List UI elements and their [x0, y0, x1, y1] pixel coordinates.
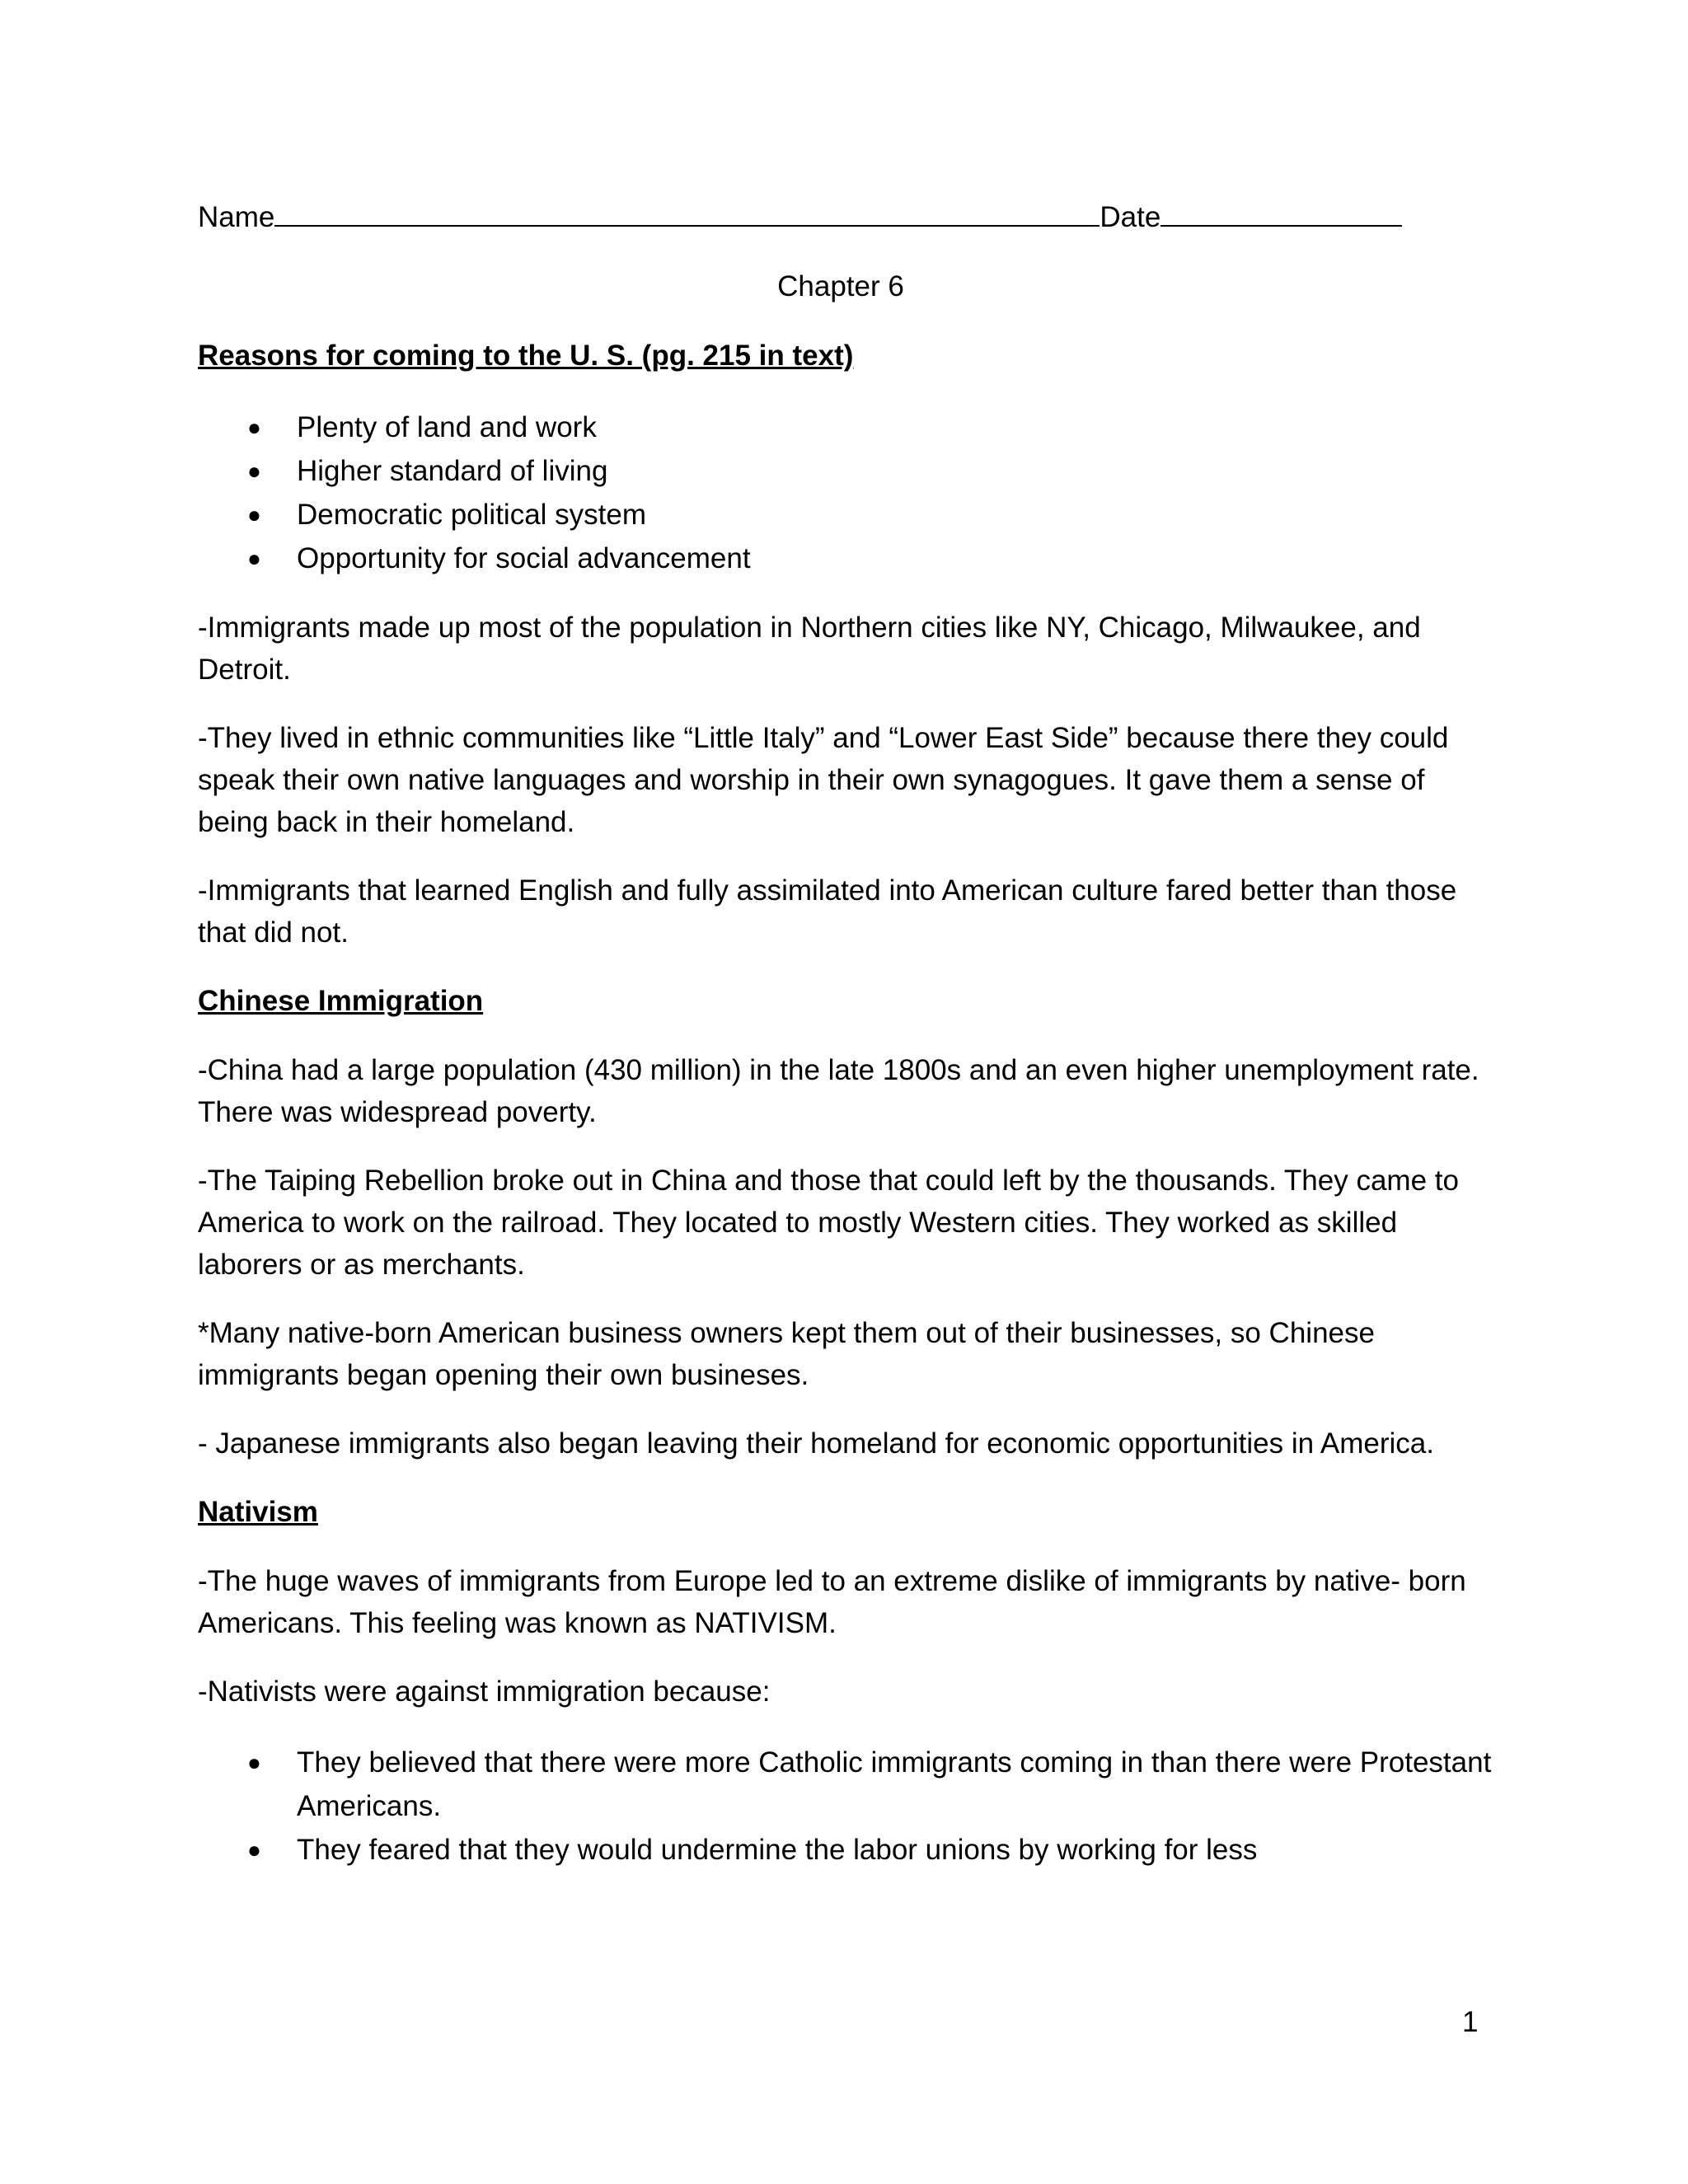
- name-blank-line: [274, 197, 1100, 227]
- section-heading-nativism: Nativism: [198, 1496, 318, 1528]
- list-item: [198, 449, 1492, 493]
- list-item-text: They feared that they would undermine the labor unions by working for less: [297, 1834, 1258, 1866]
- paragraph: - Japanese immigrants also began leaving their homeland for economic opportunities in America.: [198, 1427, 1434, 1460]
- list-item: [198, 405, 1492, 449]
- paragraph: -Immigrants that learned English and fully assimilated into American culture fared better than those that did not.: [198, 874, 1457, 949]
- list-item-text: Opportunity for social advancement: [297, 542, 751, 574]
- bullet-icon: ●: [247, 502, 261, 527]
- bullet-icon: ●: [247, 1837, 261, 1863]
- paragraph: -China had a large population (430 million) in the late 1800s and an even higher unemployment rate. There was widespread poverty.: [198, 1054, 1479, 1128]
- paragraph: -The huge waves of immigrants from Europe led to an extreme dislike of immigrants by native- born Americans. This feeling was known as NATIVISM.: [198, 1565, 1466, 1639]
- paragraph: -Nativists were against immigration because:: [198, 1675, 771, 1708]
- list-item: [198, 1828, 1492, 1872]
- list-item-text: Higher standard of living: [297, 455, 608, 487]
- list-item: [198, 493, 1492, 537]
- bullet-icon: ●: [247, 546, 261, 571]
- list-item-text: Plenty of land and work: [297, 411, 597, 443]
- date-label: Date: [1100, 201, 1161, 233]
- paragraph: -Immigrants made up most of the population in Northern cities like NY, Chicago, Milwaukee, and Detroit.: [198, 612, 1421, 686]
- chapter-title: Chapter 6: [777, 270, 904, 302]
- list-item-text: They believed that there were more Catholic immigrants coming in than there were Protestant Americans.: [297, 1746, 1492, 1822]
- list-item: [198, 537, 1492, 580]
- date-blank-line: [1160, 197, 1402, 227]
- bullet-icon: ●: [247, 415, 261, 440]
- page-number: 1: [1462, 2006, 1479, 2038]
- paragraph: *Many native-born American business owners kept them out of their businesses, so Chinese immigrants began opening their own busineses.: [198, 1317, 1375, 1391]
- name-date-line: [198, 196, 1492, 239]
- paragraph: -They lived in ethnic communities like “Little Italy” and “Lower East Side” because there they could speak their own native languages and worship in their own synagogues. It gave them a sense of being back in their homeland.: [198, 722, 1449, 838]
- section-heading-reasons: Reasons for coming to the U. S. (pg. 215 in text): [198, 340, 854, 372]
- paragraph: -The Taiping Rebellion broke out in China and those that could left by the thousands. They came to America to work on the railroad. They located to mostly Western cities. They worked as skilled laborers or as merchants.: [198, 1165, 1459, 1281]
- bullet-icon: ●: [247, 458, 261, 484]
- section-heading-chinese-immigration: Chinese Immigration: [198, 985, 484, 1017]
- list-item: [198, 1741, 1492, 1828]
- document-body: [198, 196, 1492, 1872]
- reasons-list: [198, 405, 1492, 580]
- list-item-text: Democratic political system: [297, 499, 646, 531]
- bullet-icon: ●: [247, 1750, 261, 1775]
- nativism-reasons-list: [198, 1741, 1492, 1872]
- name-label: Name: [198, 201, 275, 233]
